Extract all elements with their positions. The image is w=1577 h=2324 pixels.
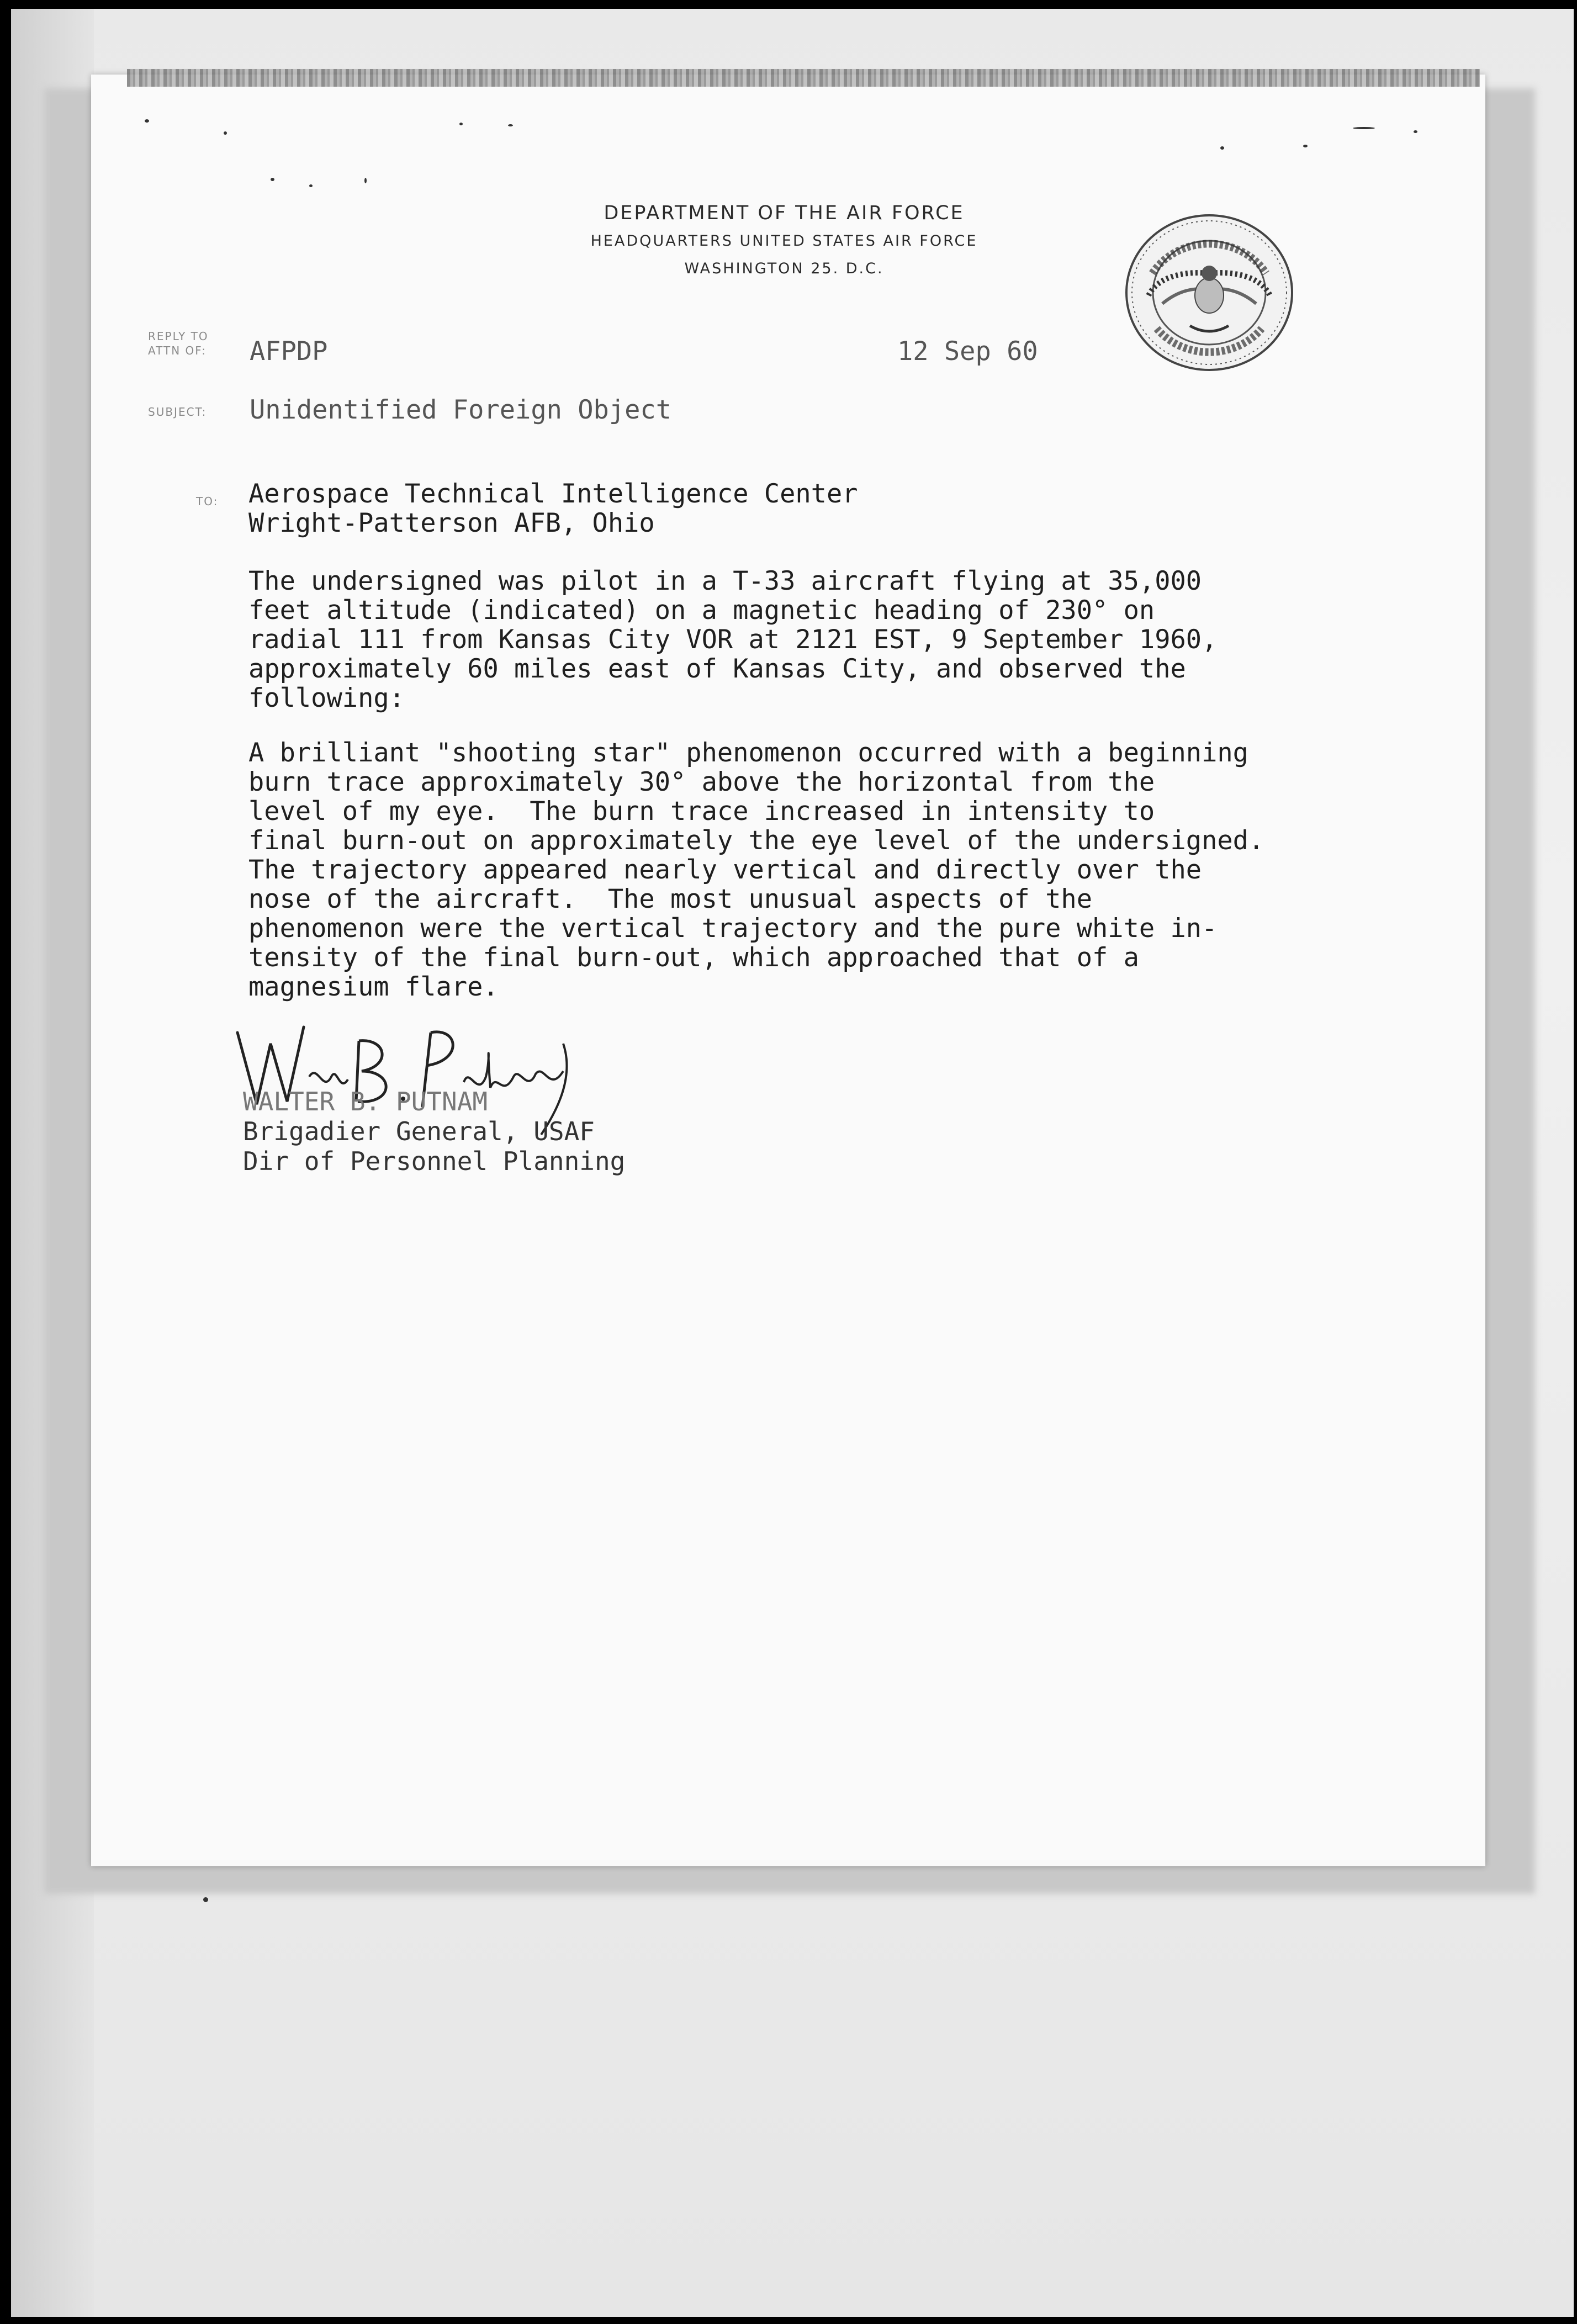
to-label: TO: bbox=[196, 495, 219, 508]
body-line: level of my eye. The burn trace increased in intensity to bbox=[248, 796, 1155, 827]
subject-line: Unidentified Foreign Object bbox=[250, 395, 672, 425]
letterhead-address: WASHINGTON 25. D.C. bbox=[684, 260, 884, 277]
office-symbol: AFPDP bbox=[250, 336, 328, 367]
body-line: burn trace approximately 30° above the horizontal from the bbox=[248, 767, 1155, 797]
signer-office: Dir of Personnel Planning bbox=[243, 1146, 626, 1176]
letterhead-headquarters: HEADQUARTERS UNITED STATES AIR FORCE bbox=[590, 232, 978, 250]
body-line: approximately 60 miles east of Kansas City, and observed the bbox=[248, 654, 1186, 684]
subject-label: SUBJECT: bbox=[148, 405, 207, 419]
letterhead-department: DEPARTMENT OF THE AIR FORCE bbox=[604, 202, 965, 224]
body-line: following: bbox=[248, 683, 405, 713]
addressee-line: Aerospace Technical Intelligence Center bbox=[248, 479, 858, 509]
reply-to-label-line1: REPLY TO bbox=[148, 330, 209, 343]
reply-to-label bbox=[148, 329, 209, 358]
letterhead bbox=[497, 199, 1071, 283]
body-line: magnesium flare. bbox=[248, 972, 499, 1002]
signer-name: WALTER B. PUTNAM bbox=[243, 1087, 488, 1116]
body-line: tensity of the final burn-out, which approached that of a bbox=[248, 943, 1139, 973]
letter-date: 12 Sep 60 bbox=[897, 336, 1038, 367]
body-paragraph-2 bbox=[248, 738, 1264, 1002]
signature-block bbox=[243, 1087, 625, 1176]
addressee-block bbox=[248, 479, 858, 538]
body-line: radial 111 from Kansas City VOR at 2121 EST, 9 September 1960, bbox=[248, 624, 1218, 655]
body-line: phenomenon were the vertical trajectory and the pure white in- bbox=[248, 913, 1218, 944]
body-line: The undersigned was pilot in a T-33 aircraft flying at 35,000 bbox=[248, 566, 1202, 596]
body-paragraph-1 bbox=[248, 567, 1217, 713]
addressee-line: Wright-Patterson AFB, Ohio bbox=[248, 508, 655, 538]
body-line: The trajectory appeared nearly vertical and directly over the bbox=[248, 855, 1202, 885]
signer-title: Brigadier General, USAF bbox=[243, 1116, 595, 1146]
body-line: final burn-out on approximately the eye level of the undersigned. bbox=[248, 825, 1264, 856]
reply-to-label-line2: ATTN OF: bbox=[148, 344, 207, 357]
page-top-edge bbox=[127, 69, 1480, 87]
body-line: nose of the aircraft. The most unusual aspects of the bbox=[248, 884, 1093, 914]
body-line: A brilliant "shooting star" phenomenon occurred with a beginning bbox=[248, 738, 1248, 768]
department-of-defense-seal-icon bbox=[1124, 213, 1295, 373]
body-line: feet altitude (indicated) on a magnetic heading of 230° on bbox=[248, 595, 1155, 626]
